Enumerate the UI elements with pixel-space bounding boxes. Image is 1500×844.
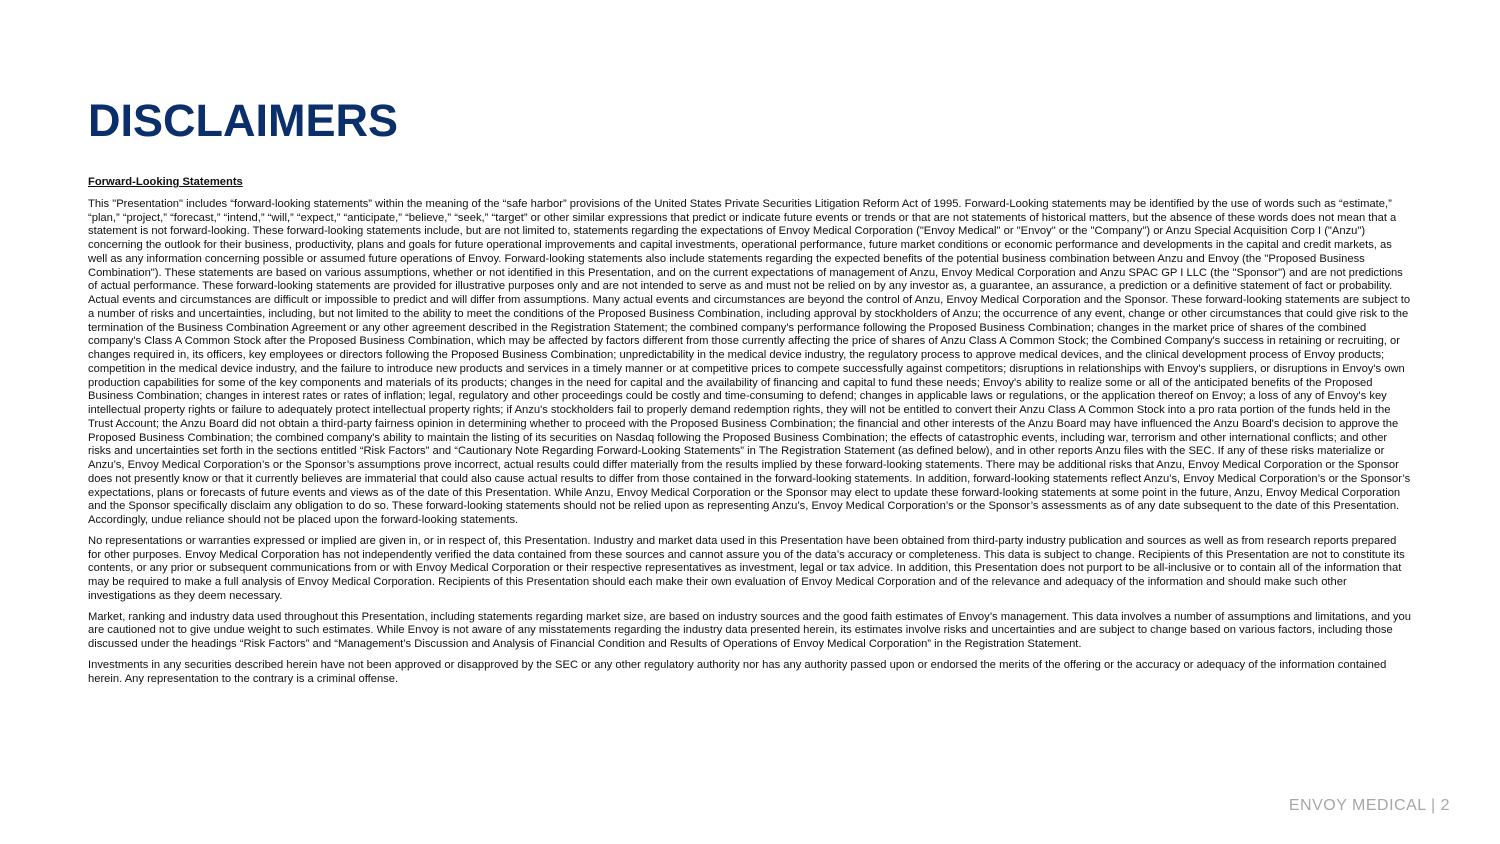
paragraph-forward-looking: This "Presentation" includes “forward-looking statements” within the meaning of the “safe harbor” provisions of the United States Private Securities Litigation Reform Act of 1995. Forward-Looking statements may be identified by the use of words such as “estimate,” “plan,” “project,” “forecast,” “intend,” “will,” “expect,” “anticipate,” “believe,” “seek,” “target” or other similar expressions that predict or indicate future events or trends or that are not statements of historical matters, but the absence of these words does not mean that a statement is not forward-looking. These forward-looking statements include, but are not limited to, statements regarding the expectations of Envoy Medical Corporation ("Envoy Medical" or "Envoy" or the "Company") or Anzu Special Acquisition Corp I ("Anzu") concerning the outlook for their business, productivity, plans and goals for future operational improvements and capital investments, operational performance, future market conditions or economic performance and developments in the capital and credit markets, as well as any information concerning possible or assumed future operations of Envoy. Forward-looking statements also include statements regarding the expected benefits of the potential business combination between Anzu and Envoy (the "Proposed Business Combination"). These statements are based on various assumptions, whether or not identified in this Presentation, and on the current expectations of management of Anzu, Envoy Medical Corporation and Anzu SPAC GP I LLC (the "Sponsor") and are not predictions of actual performance. These forward-looking statements are provided for illustrative purposes only and are not intended to serve as and must not be relied on by any investor as, a guarantee, an assurance, a prediction or a definitive statement of fact or probability. Actual events and circumstances are difficult or impossible to predict and will differ from assumptions. Many actual events and circumstances are beyond the control of Anzu, Envoy Medical Corporation and the Sponsor. These forward-looking statements are subject to a number of risks and uncertainties, including, but not limited to the ability to meet the conditions of the Proposed Business Combination, including approval by stockholders of Anzu; the occurrence of any event, change or other circumstances that could give risk to the termination of the Business Combination Agreement or any other agreement described in the Registration Statement; the combined company's performance following the Proposed Business Combination; changes in the market price of shares of the combined company's Class A Common Stock after the Proposed Business Combination, which may be affected by factors different from those currently affecting the price of shares of Anzu Class A Common Stock; the Combined Company's success in retaining or recruiting, or changes required in, its officers, key employees or directors following the Proposed Business Combination; unpredictability in the medical device industry, the regulatory process to approve medical devices, and the clinical development process of Envoy products; competition in the medical device industry, and the failure to introduce new products and services in a timely manner or at competitive prices to compete successfully against competitors; disruptions in relationships with Envoy's suppliers, or disruptions in Envoy's own production capabilities for some of the key components and materials of its products; changes in the need for capital and the availability of financing and capital to fund these needs; Envoy's ability to realize some or all of the anticipated benefits of the Proposed Business Combination; changes in interest rates or rates of inflation; legal, regulatory and other proceedings could be costly and time-consuming to defend; changes in applicable laws or regulations, or the application thereof on Envoy; a loss of any of Envoy's key intellectual property rights or failure to adequately protect intellectual property rights; if Anzu's stockholders fail to properly demand redemption rights, they will not be entitled to convert their Anzu Class A Common Stock into a pro rata portion of the funds held in the Trust Account; the Anzu Board did not obtain a third-party fairness opinion in determining whether to proceed with the Proposed Business Combination; the financial and other interests of the Anzu Board may have influenced the Anzu Board's decision to approve the Proposed Business Combination; the combined company's ability to maintain the listing of its securities on Nasdaq following the Proposed Business Combination; the effects of catastrophic events, including war, terrorism and other international conflicts; and other risks and uncertainties set forth in the sections entitled “Risk Factors” and “Cautionary Note Regarding Forward-Looking Statements” in The Registration Statement (as defined below), and in other reports Anzu files with the SEC. If any of these risks materialize or Anzu’s, Envoy Medical Corporation’s or the Sponsor’s assumptions prove incorrect, actual results could differ materially from the results implied by these forward-looking statements. There may be additional risks that Anzu, Envoy Medical Corporation or the Sponsor does not presently know or that it currently believes are immaterial that could also cause actual results to differ from those contained in the forward-looking statements. In addition, forward-looking statements reflect Anzu’s, Envoy Medical Corporation’s or the Sponsor’s expectations, plans or forecasts of future events and views as of the date of this Presentation. While Anzu, Envoy Medical Corporation or the Sponsor may elect to update these forward-looking statements at some point in the future, Anzu, Envoy Medical Corporation and the Sponsor specifically disclaim any obligation to do so. These forward-looking statements should not be relied upon as representing Anzu’s, Envoy Medical Corporation’s or the Sponsor’s assessments as of any date subsequent to the date of this Presentation. Accordingly, undue reliance should not be placed upon the forward-looking statements. xyxy=(88,197,1411,526)
page-title: DISCLAIMERS xyxy=(88,95,399,146)
paragraph-market-data: Market, ranking and industry data used throughout this Presentation, including statements regarding market size, are based on industry sources and the good faith estimates of Envoy’s management. This data involves a number of assumptions and limitations, and you are cautioned not to give undue weight to such estimates. While Envoy is not aware of any misstatements regarding the industry data presented herein, its estimates involve risks and uncertainties and are subject to change based on various factors, including those discussed under the headings “Risk Factors” and “Management’s Discussion and Analysis of Financial Condition and Results of Operations of Envoy Medical Corporation” in the Registration Statement. xyxy=(88,610,1411,650)
disclaimer-content xyxy=(88,176,1412,693)
section-heading-forward-looking: Forward-Looking Statements xyxy=(88,176,243,188)
paragraph-no-representations: No representations or warranties expressed or implied are given in, or in respect of, this Presentation. Industry and market data used in this Presentation have been obtained from third-party industry publication and sources as well as from research reports prepared for other purposes. Envoy Medical Corporation has not independently verified the data contained from these sources and cannot assure you of the data’s accuracy or completeness. This data is subject to change. Recipients of this Presentation are not to constitute its contents, or any prior or subsequent communications from or with Envoy Medical Corporation or their respective representatives as investment, legal or tax advice. In addition, this Presentation does not purport to be all-inclusive or to contain all of the information that may be required to make a full analysis of Envoy Medical Corporation. Recipients of this Presentation should each make their own evaluation of Envoy Medical Corporation and of the relevance and adequacy of the information and should make such other investigations as they deem necessary. xyxy=(88,534,1405,602)
paragraph-investments: Investments in any securities described herein have not been approved or disapproved by the SEC or any other regulatory authority nor has any authority passed upon or endorsed the merits of the offering or the accuracy or adequacy of the information contained herein. Any representation to the contrary is a criminal offense. xyxy=(88,658,1387,685)
footer-page-label: ENVOY MEDICAL | 2 xyxy=(1288,797,1450,814)
